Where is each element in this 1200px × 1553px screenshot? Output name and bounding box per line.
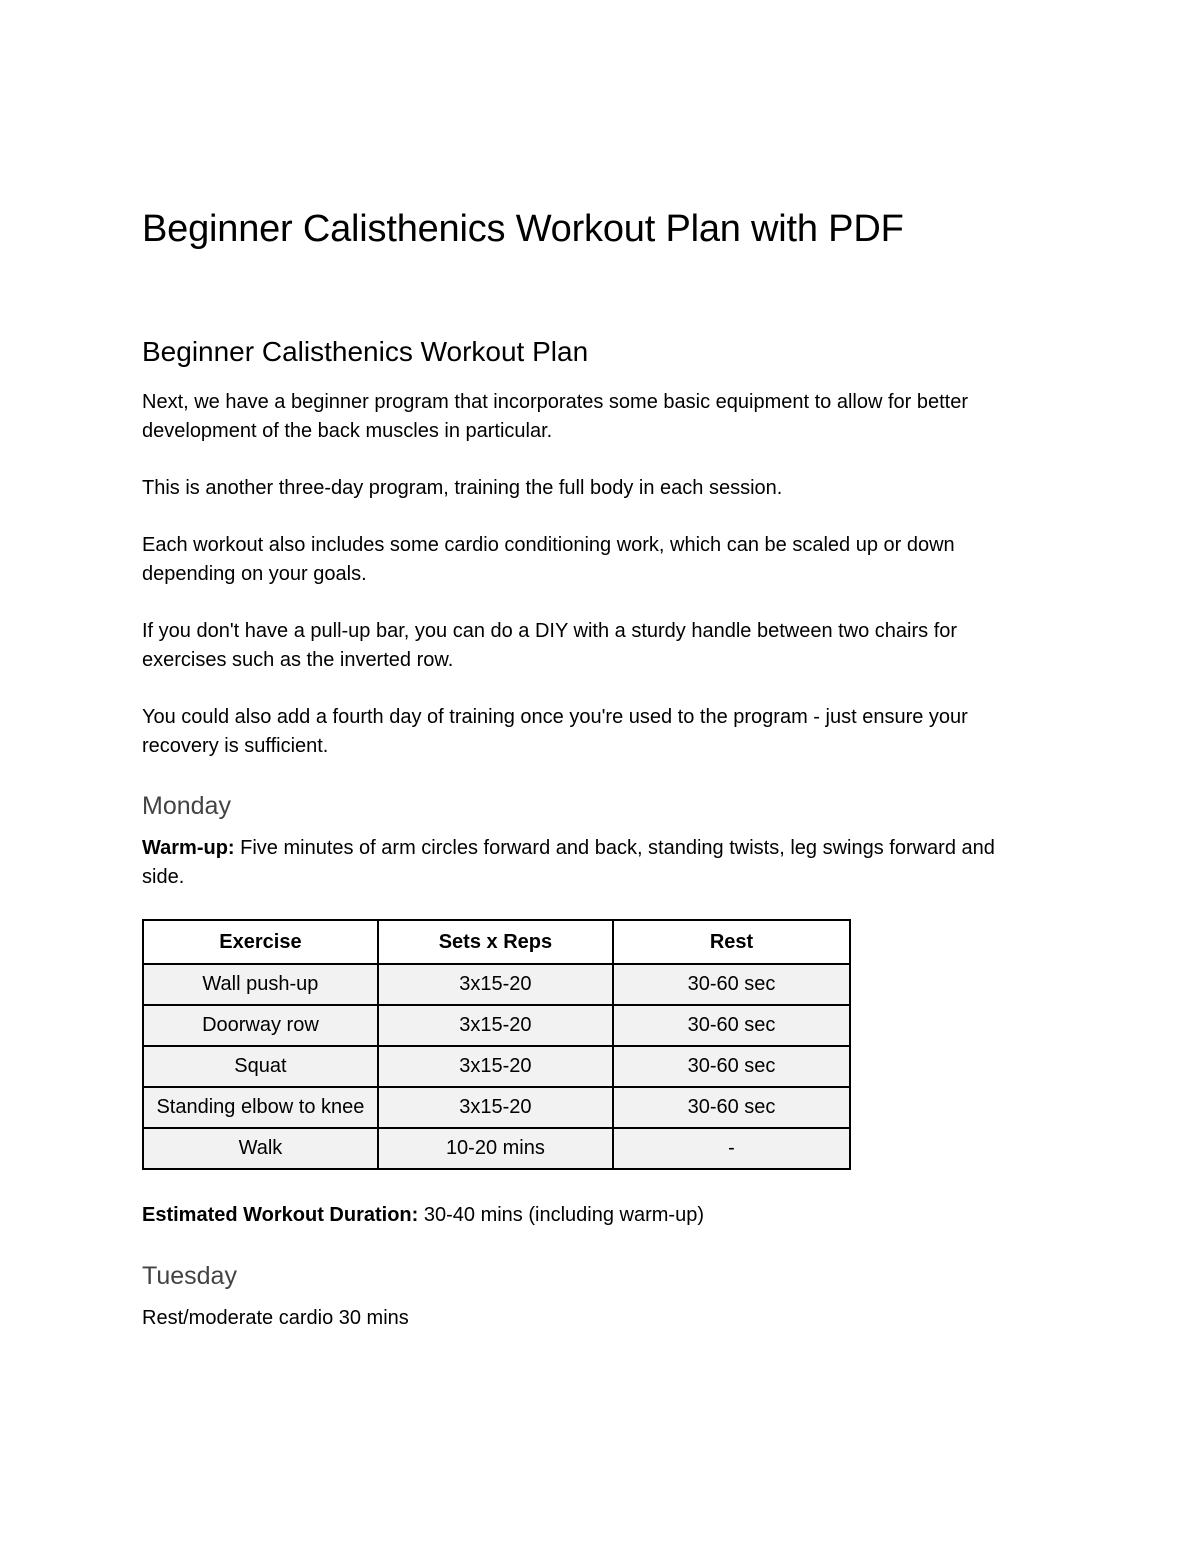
cell-rest: - (613, 1128, 850, 1169)
cell-exercise: Doorway row (143, 1005, 378, 1046)
cell-rest: 30-60 sec (613, 1087, 850, 1128)
cell-sets-reps: 3x15-20 (378, 1046, 613, 1087)
duration-paragraph (142, 1201, 1042, 1230)
intro-paragraph-2: This is another three-day program, training the full body in each session. (142, 477, 783, 499)
cell-rest: 30-60 sec (613, 1005, 850, 1046)
cell-rest: 30-60 sec (613, 1046, 850, 1087)
cell-exercise: Walk (143, 1128, 378, 1169)
cell-exercise: Wall push-up (143, 964, 378, 1005)
table-row (143, 1046, 850, 1087)
cell-sets-reps: 3x15-20 (378, 1087, 613, 1128)
table-row (143, 964, 850, 1005)
monday-heading: Monday (142, 792, 231, 820)
intro-paragraph-3: Each workout also includes some cardio conditioning work, which can be scaled up or down depending on your goals. (142, 534, 955, 585)
cell-sets-reps: 3x15-20 (378, 964, 613, 1005)
monday-workout-table (142, 919, 851, 1170)
header-exercise: Exercise (143, 920, 378, 964)
document-title: Beginner Calisthenics Workout Plan with PDF (142, 208, 904, 250)
tuesday-heading: Tuesday (142, 1262, 237, 1290)
cell-rest: 30-60 sec (613, 964, 850, 1005)
intro-paragraph-5: You could also add a fourth day of training once you're used to the program - just ensure your recovery is sufficient. (142, 706, 968, 757)
intro-paragraph-4: If you don't have a pull-up bar, you can do a DIY with a sturdy handle between two chairs for exercises such as the inverted row. (142, 620, 958, 671)
intro-paragraph-1: Next, we have a beginner program that incorporates some basic equipment to allow for better development of the back muscles in particular. (142, 391, 968, 442)
header-sets-reps: Sets x Reps (378, 920, 613, 964)
header-rest: Rest (613, 920, 850, 964)
cell-exercise: Squat (143, 1046, 378, 1087)
cell-exercise: Standing elbow to knee (143, 1087, 378, 1128)
warmup-paragraph (142, 834, 1042, 892)
section-heading: Beginner Calisthenics Workout Plan (142, 336, 589, 367)
cell-sets-reps: 10-20 mins (378, 1128, 613, 1169)
duration-label: Estimated Workout Duration: (142, 1204, 419, 1226)
tuesday-text: Rest/moderate cardio 30 mins (142, 1307, 409, 1329)
duration-text: 30-40 mins (including warm-up) (418, 1204, 704, 1226)
cell-sets-reps: 3x15-20 (378, 1005, 613, 1046)
table-row (143, 1005, 850, 1046)
warmup-text: Five minutes of arm circles forward and back, standing twists, leg swings forward and side. (142, 837, 995, 888)
table-row (143, 1128, 850, 1169)
table-row (143, 1087, 850, 1128)
table-header-row (143, 920, 850, 964)
warmup-label: Warm-up: (142, 837, 235, 859)
